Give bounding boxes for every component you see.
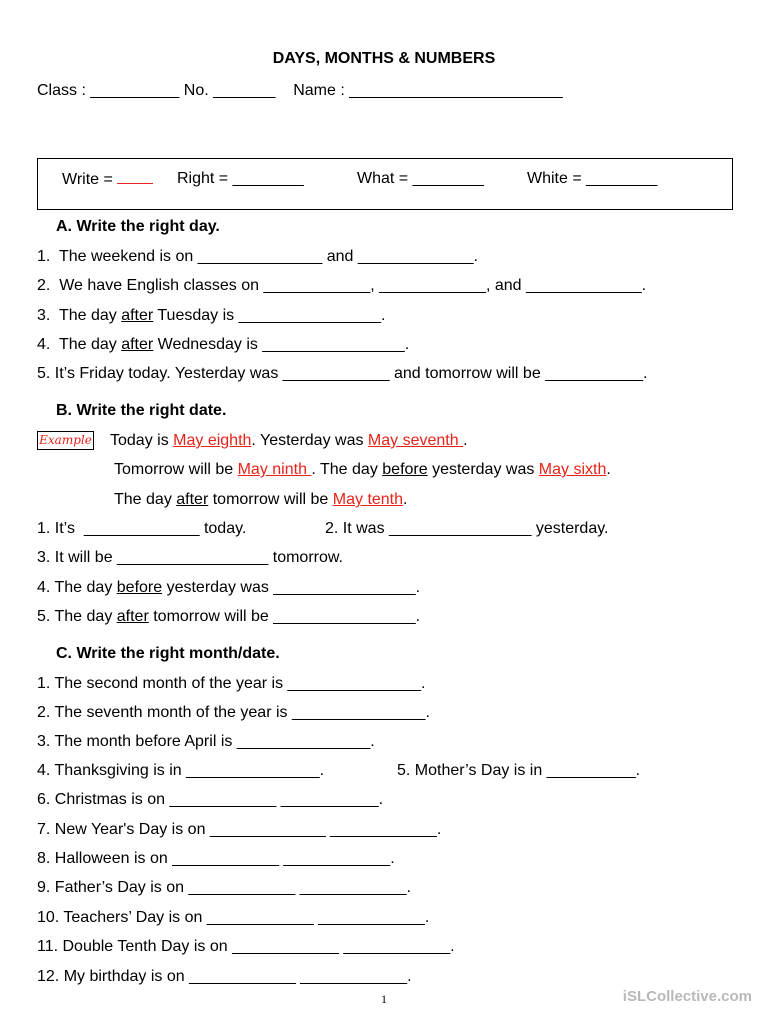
example-label: Example	[37, 431, 94, 450]
ex2-text-d: .	[606, 461, 611, 478]
a-q3-pre: 3. The day	[37, 307, 122, 324]
c-question-6: 6. Christmas is on ____________ ___________.	[37, 791, 384, 808]
ex2-answer-1: May ninth	[237, 461, 312, 478]
page-number: 1	[381, 992, 387, 1006]
section-a-heading: A. Write the right day.	[56, 218, 220, 235]
ex3-underlined: after	[176, 491, 209, 508]
box-white: White = ________	[527, 170, 658, 187]
c-question-11: 11. Double Tenth Day is on ____________ ____________.	[37, 938, 455, 955]
ex1-text-a: Today is	[110, 432, 174, 449]
a-question-3	[37, 306, 385, 326]
b-question-5	[37, 607, 420, 627]
example-line-3	[114, 490, 407, 510]
ex2-text-b: . The day	[311, 461, 383, 478]
ex1-text-c: .	[463, 432, 468, 449]
c-question-7: 7. New Year's Day is on _____________ ____________.	[37, 821, 442, 838]
a-q4-pre: 4. The day	[37, 336, 122, 353]
b-q4-underlined: before	[116, 579, 163, 596]
ex2-text-a: Tomorrow will be	[114, 461, 238, 478]
ex1-answer-2: May seventh	[367, 432, 464, 449]
b-question-2: 2. It was ________________ yesterday.	[325, 520, 609, 537]
box-write	[62, 169, 153, 190]
ex2-answer-2: May sixth	[538, 461, 607, 478]
red-answer-line	[117, 169, 153, 184]
b-q5-underlined: after	[116, 608, 149, 625]
c-question-12: 12. My birthday is on ____________ ____________.	[37, 968, 412, 985]
example-line-1	[110, 431, 468, 451]
c-question-2: 2. The seventh month of the year is _______________.	[37, 704, 430, 721]
c-question-8: 8. Halloween is on ____________ ____________.	[37, 850, 395, 867]
box-what: What = ________	[357, 170, 484, 187]
ex3-answer: May tenth	[332, 491, 404, 508]
b-question-1: 1. It’s _____________ today.	[37, 520, 247, 537]
b-q5-post: tomorrow will be ________________.	[148, 608, 421, 625]
c-question-9: 9. Father’s Day is on ____________ ____________.	[37, 879, 411, 896]
b-q4-pre: 4. The day	[37, 579, 117, 596]
ex1-text-b: . Yesterday was	[251, 432, 368, 449]
ex2-text-c: yesterday was	[427, 461, 539, 478]
ex3-text-c: .	[403, 491, 408, 508]
b-question-3: 3. It will be _________________ tomorrow.	[37, 549, 343, 566]
ex1-answer-1: May eighth	[173, 432, 252, 449]
a-question-1: 1. The weekend is on ______________ and _____________.	[37, 248, 478, 265]
b-q5-pre: 5. The day	[37, 608, 117, 625]
student-info-line: Class : __________ No. _______ Name : ________________________	[37, 82, 563, 99]
a-question-5: 5. It’s Friday today. Yesterday was ____________ and tomorrow will be ___________.	[37, 365, 648, 382]
box-right: Right = ________	[177, 170, 304, 187]
a-q3-post: Tuesday is ________________.	[153, 307, 386, 324]
a-q4-post: Wednesday is ________________.	[153, 336, 410, 353]
b-question-4	[37, 578, 420, 598]
watermark: iSLCollective.com	[622, 988, 752, 1005]
section-b-heading: B. Write the right date.	[56, 402, 227, 419]
a-question-4	[37, 335, 409, 355]
c-question-5: 5. Mother’s Day is in __________.	[397, 762, 641, 779]
example-line-2	[114, 460, 611, 480]
box-write-label: Write =	[62, 171, 118, 188]
a-q4-underlined: after	[121, 336, 154, 353]
a-q3-underlined: after	[121, 307, 154, 324]
b-q4-post: yesterday was ________________.	[162, 579, 421, 596]
worksheet-title: DAYS, MONTHS & NUMBERS	[272, 50, 496, 67]
section-c-heading: C. Write the right month/date.	[56, 645, 280, 662]
ex2-underlined: before	[382, 461, 428, 478]
c-question-4: 4. Thanksgiving is in _______________.	[37, 762, 325, 779]
ex3-text-b: tomorrow will be	[208, 491, 333, 508]
ex3-text-a: The day	[114, 491, 177, 508]
c-question-10: 10. Teachers’ Day is on ____________ ____________.	[37, 909, 430, 926]
a-question-2: 2. We have English classes on ____________, ____________, and _____________.	[37, 277, 647, 294]
c-question-3: 3. The month before April is _______________.	[37, 733, 375, 750]
c-question-1: 1. The second month of the year is _______________.	[37, 675, 426, 692]
